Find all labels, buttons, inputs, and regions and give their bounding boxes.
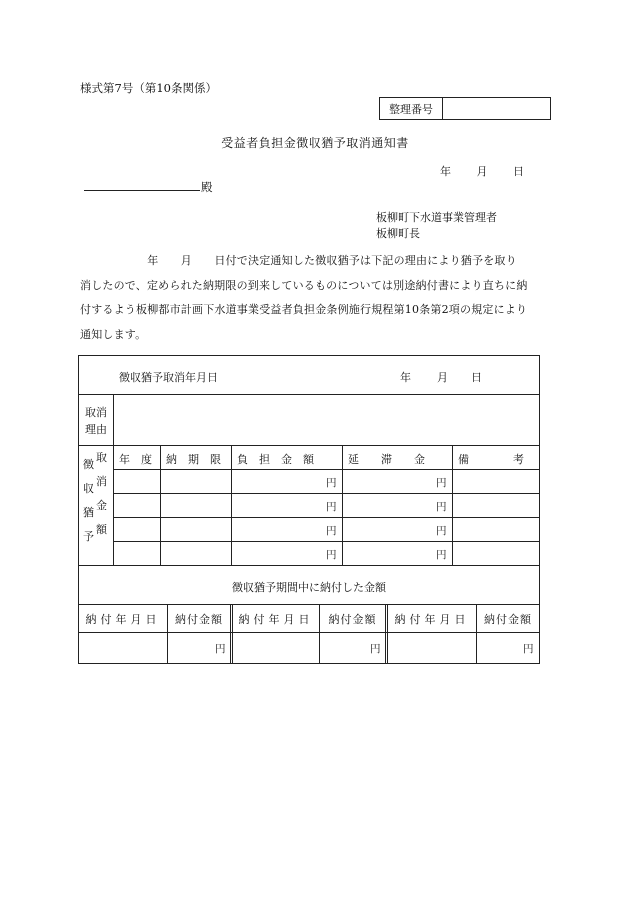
document-title: 受益者負担金徴収猶予取消通知書	[221, 136, 409, 150]
issuer-title: 板柳町下水道事業管理者	[376, 211, 497, 224]
header-payment-amount: 納付金額	[484, 613, 532, 626]
notice-body-line: 付するよう板柳都市計画下水道事業受益者負担金条例施行規程第10条第2項の規定により	[80, 303, 528, 316]
issue-date-month: 月	[476, 165, 488, 178]
table-divider	[79, 632, 539, 633]
amount-label-char: 徴	[83, 458, 94, 471]
cancel-date-month: 月	[437, 371, 448, 384]
payment-amount-yen: 円	[523, 643, 534, 655]
header-remarks: 備 考	[458, 453, 524, 466]
table-divider	[231, 445, 232, 565]
header-payment-date: 納付年月日	[238, 613, 314, 626]
late-fee-yen: 円	[436, 477, 447, 489]
table-divider	[79, 604, 539, 605]
notice-body	[80, 249, 550, 347]
table-divider	[79, 445, 539, 446]
amount-label-char: 取	[96, 451, 107, 464]
amount-yen: 円	[326, 477, 337, 489]
issuer-name: 板柳町長	[376, 227, 420, 240]
table-divider	[160, 445, 161, 565]
late-fee-yen: 円	[436, 525, 447, 537]
reference-number-field[interactable]	[443, 98, 550, 119]
header-payment-amount: 納付金額	[328, 613, 377, 626]
notice-body-line: 年 月 日付で決定通知した徴収猶予は下記の理由により猶予を取り	[80, 254, 517, 267]
payment-amount-yen: 円	[370, 643, 381, 655]
header-late-fee: 延 滞 金	[348, 453, 425, 466]
header-payment-amount: 納付金額	[175, 613, 223, 626]
amount-label-char: 収	[83, 482, 94, 495]
cancel-date-day: 日	[471, 371, 482, 384]
amount-yen: 円	[326, 501, 337, 513]
payments-title: 徴収猶予期間中に納付した金額	[232, 581, 386, 594]
table-divider	[342, 445, 343, 565]
table-divider	[230, 604, 231, 663]
amount-label-char: 額	[96, 523, 107, 536]
cancel-date-label: 徴収猶予取消年月日	[119, 371, 218, 384]
addressee-honorific: 殿	[201, 180, 213, 194]
amount-label-char: 金	[96, 499, 107, 512]
table-divider	[113, 493, 539, 494]
reason-field[interactable]	[119, 400, 535, 442]
issue-date-year: 年	[440, 165, 451, 178]
cancel-date-year: 年	[400, 371, 411, 384]
header-payment-date: 納付年月日	[85, 613, 161, 626]
header-fiscal-year: 年 度	[119, 453, 152, 466]
form-number: 様式第7号（第10条関係）	[80, 81, 217, 95]
table-divider	[385, 604, 386, 663]
table-divider	[113, 469, 539, 470]
issue-date	[440, 163, 524, 179]
reference-number-box	[379, 97, 551, 120]
cancellation-table	[78, 355, 540, 566]
amount-label-col2	[96, 450, 107, 546]
table-divider	[113, 517, 539, 518]
reason-label: 取消	[85, 406, 107, 419]
header-due-date: 納 期 限	[166, 453, 221, 466]
amount-yen: 円	[326, 525, 337, 537]
table-divider	[452, 445, 453, 565]
reason-label: 理由	[85, 423, 107, 436]
table-divider	[79, 394, 539, 395]
amount-yen: 円	[326, 549, 337, 561]
late-fee-yen: 円	[436, 549, 447, 561]
payment-amount-yen: 円	[215, 643, 226, 655]
notice-body-line: 消したので、定められた納期限の到来しているものについては別途納付書により直ちに納	[80, 278, 528, 292]
notice-body-line: 通知します。	[80, 327, 147, 341]
late-fee-yen: 円	[436, 501, 447, 513]
amount-label-char: 猶	[83, 506, 94, 519]
reference-number-label: 整理番号	[380, 98, 443, 119]
amount-label-char: 消	[96, 475, 107, 488]
issue-date-day: 日	[513, 165, 524, 178]
table-divider	[113, 541, 539, 542]
payments-table	[78, 565, 540, 664]
addressee-name-line[interactable]	[84, 190, 200, 191]
header-levy-amount: 負 担 金 額	[237, 453, 314, 466]
table-divider	[113, 394, 114, 565]
amount-label-char: 予	[83, 530, 94, 543]
amount-label-col1	[83, 457, 94, 553]
header-payment-date: 納付年月日	[394, 613, 470, 626]
